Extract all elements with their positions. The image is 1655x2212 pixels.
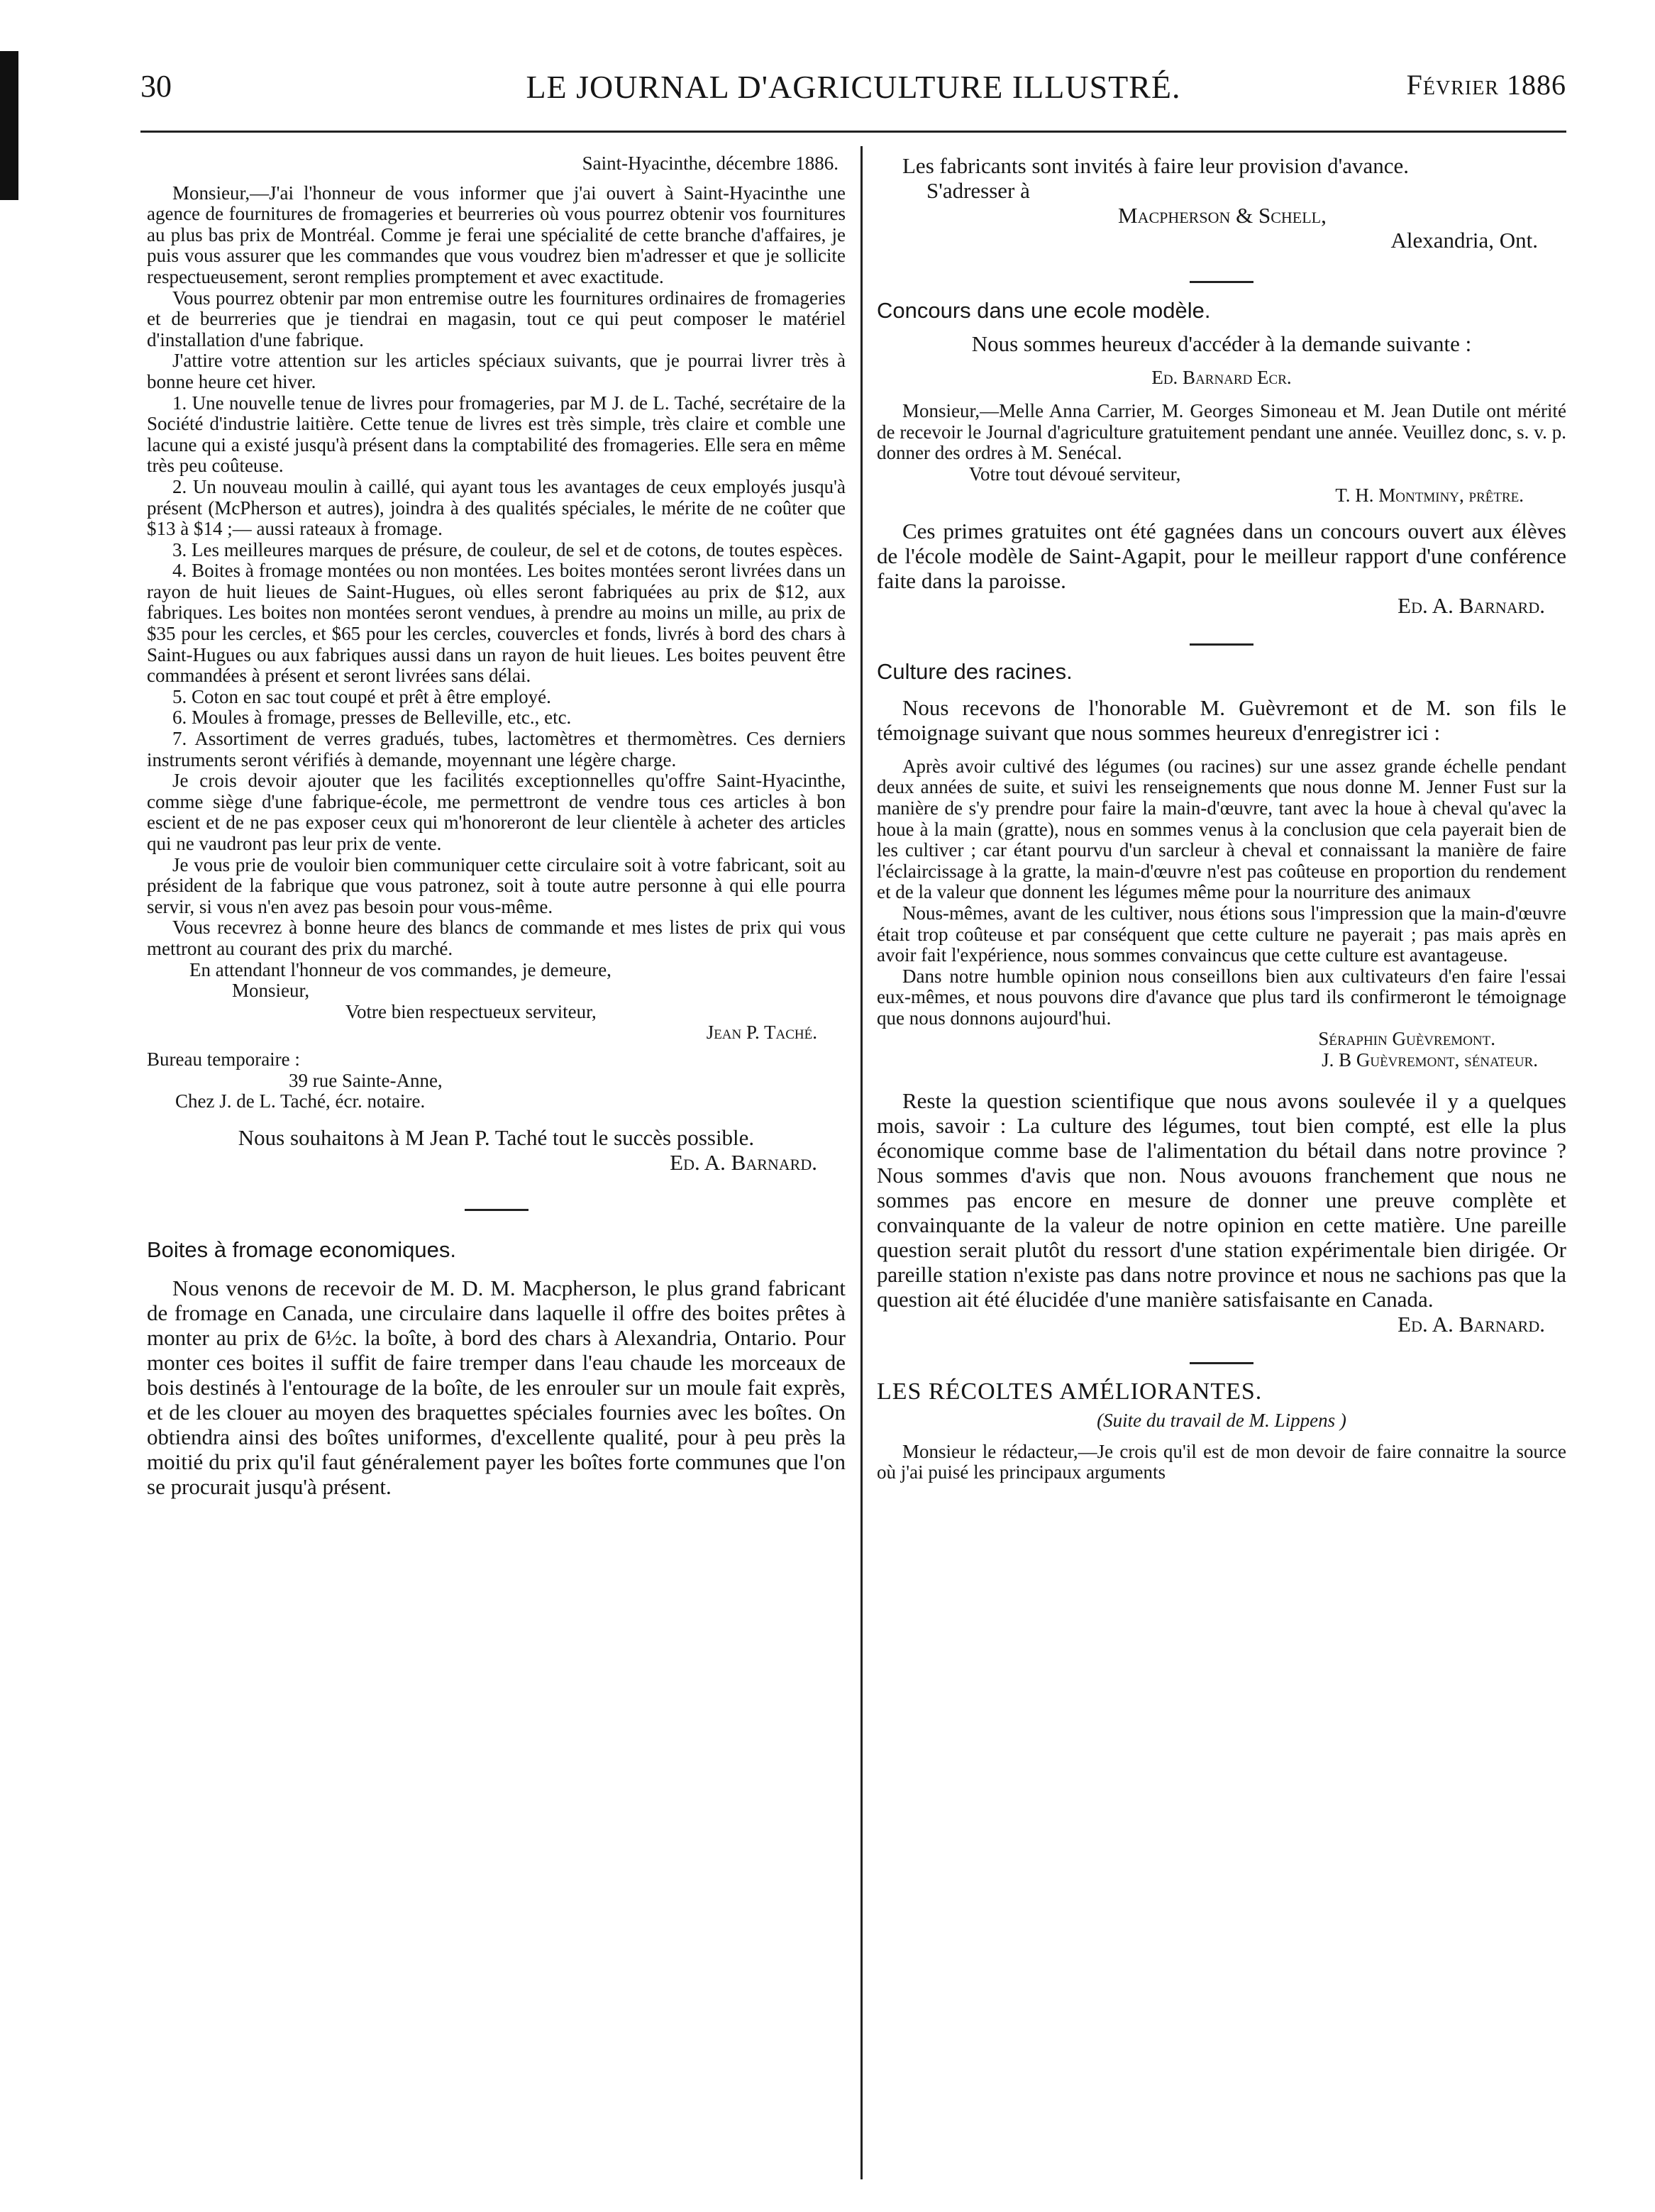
header-rule [140, 131, 1566, 133]
circular-paragraph: J'attire votre attention sur les articles spéciaux suivants, que je pourrai livrer très à bonne heure cet hiver. [147, 350, 846, 392]
section-headline: LES RÉCOLTES AMÉLIORANTES. [877, 1378, 1263, 1405]
closing-line: Votre bien respectueux serviteur, [345, 1000, 597, 1022]
circular-paragraph: Vous pourrez obtenir par mon entremise outre les fournitures ordinaires de fromageries et de beurreries que je tiendrai en magasin, tout ce qui peut composer le matériel d'installation d'une fabrique. [147, 287, 846, 350]
section-title: Concours dans une ecole modèle. [877, 298, 1211, 323]
circular-paragraph: Monsieur,—J'ai l'honneur de vous informer que j'ai ouvert à Saint-Hyacinthe une agence de fournitures de fromageries et beurreries où vous pourrez obtenir vos fournitures au plus bas prix de Montréal. Comme je ferai une spécialité de cette branche d'affaires, je puis vous assurer que les commandes que vous voudrez bien m'adresser et que je sollicite respectueusement, seront remplies promptement et avec exactitude. [147, 182, 846, 287]
dateline: Saint-Hyacinthe, décembre 1886. [582, 153, 838, 174]
section-intro: Nous recevons de l'honorable M. Guèvremont et de M. son fils le témoignage suivant que nous sommes heureux d'enregistrer ici : [877, 695, 1566, 745]
address-line: 39 rue Sainte-Anne, [289, 1069, 443, 1091]
article-paragraph: Nous venons de recevoir de M. D. M. Macpherson, le plus grand fabricant de fromage en Canada, une circulaire dans laquelle il offre des boites prêtes à monter au prix de 6½c. la boîte, à bord des chars à Alexandria, Ontario. Pour monter ces boites il suffit de faire tremper dans l'eau chaude les morceaux de bois destinés à l'entourage de la boîte, de les enrouler sur un moule fait exprès, et de les clouer au moyen des braquettes spéciales fournies avec les boîtes. On obtiendra ainsi des boîtes uniformes, d'excellente qualité, pour à peu près la moitié du prix qu'il faut généralement payer les boîtes forte communes que l'on se procurait jusqu'à présent. [147, 1276, 846, 1500]
list-item: 1. Une nouvelle tenue de livres pour fromageries, par M J. de L. Taché, secrétaire de la Société d'industrie laitière. Cette tenue de livres est très simple, très claire et comble une lacune qui a existé jusqu'à présent dans la comptabilité des fromageries. Elle sera en même très peu coûteuse. [147, 392, 846, 477]
letter-text: Monsieur,—Melle Anna Carrier, M. Georges Simoneau et M. Jean Dutile ont mérité de recevoir le Journal d'agriculture gratuitement pendant une année. Veuillez donc, s. v. p. donner des ordres à M. Senécal. [877, 400, 1566, 464]
address-line: Bureau temporaire : [147, 1048, 300, 1070]
list-item: 7. Assortiment de verres gradués, tubes, lactomètres et thermomètres. Ces derniers instruments seront vérifiés à demande, moyennant une légère charge. [147, 728, 846, 770]
editor-signature: Ed. A. Barnard. [1397, 1311, 1545, 1337]
quoted-paragraph: Nous-mêmes, avant de les cultiver, nous étions sous l'impression que la main-d'œuvre était trop coûteuse et par conséquent que cette culture ne payerait ; pas mais après en avoir fait l'expérience, nous sommes convaincus que cette culture est avantageuse. [877, 902, 1566, 966]
address-line: Chez J. de L. Taché, écr. notaire. [175, 1090, 426, 1112]
list-item: 6. Moules à fromage, presses de Belleville, etc., etc. [172, 707, 572, 729]
list-item: 2. Un nouveau moulin à caillé, qui ayant tous les avantages de ceux employés jusqu'à présent (McPherson et autres), joindra à des qualités spéciales, le mérite de ne coûter que $13 à $14 ;— aussi rateaux à fromage. [147, 475, 846, 540]
circular-paragraph: Vous recevrez à bonne heure des blancs de commande et mes listes de prix qui vous mettront au courant des prix du marché. [147, 917, 846, 959]
article-paragraph: S'adresser à [926, 178, 1030, 203]
section-title: Culture des racines. [877, 659, 1073, 685]
closing-line: Monsieur, [232, 980, 310, 1002]
left-column [147, 153, 846, 1499]
section-title: Boites à fromage economiques. [147, 1237, 456, 1262]
quote-signature: J. B Guèvremont, sénateur. [1322, 1049, 1538, 1071]
quoted-paragraph: Après avoir cultivé des légumes (ou racines) sur une assez grande échelle pendant deux années de suite, et suivi les renseignements que nous donne M. Jenner Fust sur la manière de s'y prendre pour faire la main-d'œuvre, tant avec la houe à cheval qu'avec la houe à la main (gratte), nous en sommes venus à la conclusion que cela payerait bien de les cultiver ; car étant pourvu d'un sarcleur à cheval et connaissant la manière de faire l'éclaircissage à la gratte, la main-d'œuvre n'est pas coûteuse en proportion du rendement et de la valeur que donnent les légumes même pour la nourriture des animaux [877, 755, 1566, 903]
column-rule [860, 146, 863, 2179]
firm-city: Alexandria, Ont. [1390, 228, 1538, 253]
signature: Jean P. Taché. [706, 1022, 817, 1044]
circular-paragraph: Je vous prie de vouloir bien communiquer cette circulaire soit à votre fabricant, soit au président de la fabrique que vous patronez, soit à toute autre personne à qui elle pourra servir, si vous n'en avez pas besoin pour vous-même. [147, 853, 846, 917]
quote-signature: Séraphin Guèvremont. [1318, 1028, 1495, 1050]
journal-title: LE JOURNAL D'AGRICULTURE ILLUSTRÉ. [526, 69, 1181, 105]
letter-addressee: Ed. Barnard Ecr. [1151, 366, 1292, 388]
section-separator [1190, 643, 1253, 646]
section-subtitle: (Suite du travail de M. Lippens ) [1097, 1410, 1346, 1432]
letter-closing: Votre tout dévoué serviteur, [969, 463, 1181, 485]
circular-paragraph: Je crois devoir ajouter que les facilités exceptionnelles qu'offre Saint-Hyacinthe, comme siège d'une fabrique-école, me permettront de vendre tous ces articles à bon escient et de ne pas exposer ceux qui m'honoreront de leur clientèle à acheter des articles qui ne vaudront pas leur prix de vente. [147, 770, 846, 854]
section-intro: Nous sommes heureux d'accéder à la demande suivante : [971, 331, 1472, 356]
binding-edge-bar [0, 51, 18, 200]
article-paragraph: Les fabricants sont invités à faire leur provision d'avance. [902, 153, 1410, 178]
editor-signature: Ed. A. Barnard. [670, 1149, 817, 1175]
firm-name: Macpherson & Schell, [1118, 203, 1327, 228]
quoted-paragraph: Dans notre humble opinion nous conseillons bien aux cultivateurs d'en faire l'essai eux-mêmes, et nous pouvons dire d'avance que plus tard ils confirmeront le témoignage que nous donnons aujourd'hui. [877, 965, 1566, 1029]
section-separator [1190, 1362, 1253, 1364]
letter-signature: T. H. Montminy, prêtre. [1335, 484, 1524, 506]
article-paragraph: Ces primes gratuites ont été gagnées dans un concours ouvert aux élèves de l'école modèle de Saint-Agapit, pour le meilleur rapport d'une conférence faite dans la paroisse. [877, 519, 1566, 594]
list-item: 4. Boites à fromage montées ou non montées. Les boites montées seront livrées dans un rayon de huit lieues de Saint-Hugues, où elles seront fabriquées au prix de $12, aux fabriques. Les boites non montées seront vendues, à prendre au moins un mille, au prix de $35 pour les cercles, et $65 pour les cercles, couvercles et fonds, livrés à bord des chars à Saint-Hugues ou aux fabriques aussi dans un rayon de huit lieues. Les boites peuvent être commandées à présent et seront livrées sans délai. [147, 560, 846, 687]
article-paragraph: Reste la question scientifique que nous avons soulevée il y a quelques mois, savoir : La culture des légumes, tout bien compté, est elle la plus économique comme base de l'alimentation du bétail dans notre province ? Nous sommes d'avis que non. Nous avouons franchement que nous ne sommes pas encore en mesure de donner une preuve complète et convainquante de la valeur de notre opinion en cette matière. Une pareille question serait plutôt du ressort d'une station expérimentale bien dirigée. Or pareille station n'existe pas dans notre province et nous ne sachions pas que la question ait été élucidée d'une manière satisfaisante en Canada. [877, 1088, 1566, 1312]
article-paragraph: Monsieur le rédacteur,—Je crois qu'il est de mon devoir de faire connaitre la source où j'ai puisé les principaux arguments [877, 1440, 1566, 1483]
editor-wish: Nous souhaitons à M Jean P. Taché tout le succès possible. [238, 1124, 755, 1150]
section-separator [465, 1209, 528, 1211]
issue-date: Février 1886 [1406, 69, 1566, 101]
right-column [877, 153, 1566, 1483]
list-item: 5. Coton en sac tout coupé et prêt à être employé. [172, 685, 551, 707]
closing-line: En attendant l'honneur de vos commandes, je demeure, [189, 958, 611, 980]
page-header [140, 68, 1566, 114]
page-number: 30 [140, 69, 172, 104]
section-separator [1190, 281, 1253, 283]
list-item: 3. Les meilleures marques de présure, de couleur, de sel et de cotons, de toutes espèces. [172, 538, 843, 560]
editor-signature: Ed. A. Barnard. [1397, 593, 1545, 619]
